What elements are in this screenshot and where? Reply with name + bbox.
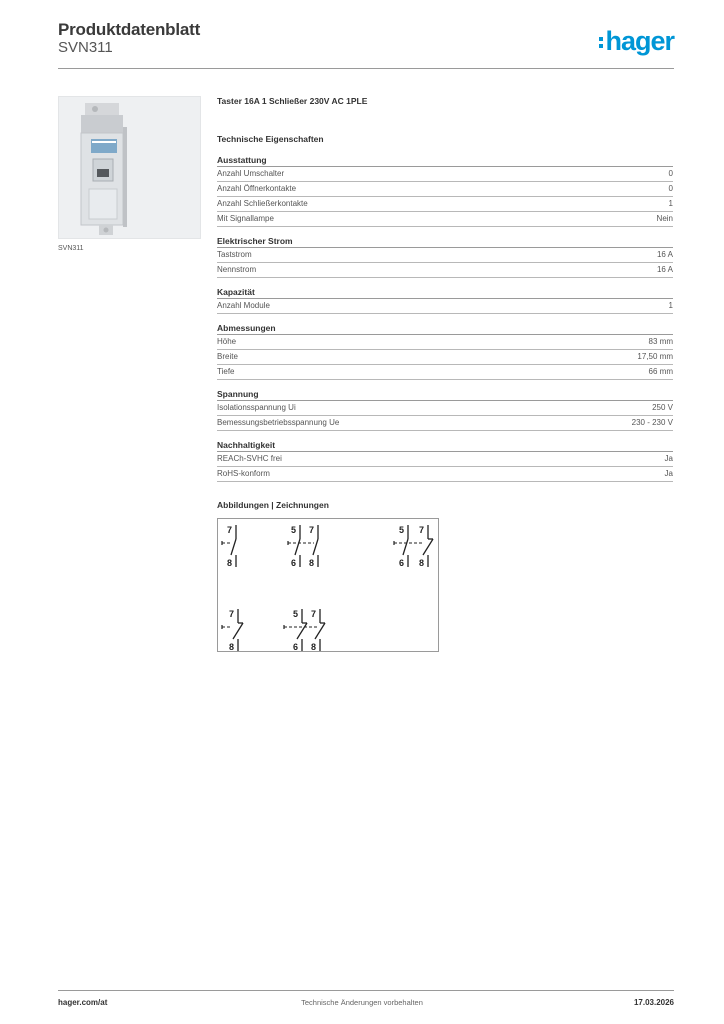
terminal-label: 6 <box>291 558 297 568</box>
logo-text: hager <box>605 25 674 56</box>
property-label: Breite <box>217 352 238 361</box>
property-label: Mit Signallampe <box>217 214 274 223</box>
product-image-caption: SVN311 <box>58 245 84 252</box>
wiring-diagram-svg <box>218 519 438 651</box>
group-title: Abmessungen <box>217 323 673 335</box>
wiring-diagrams <box>217 518 439 652</box>
product-image <box>58 96 201 239</box>
property-value: 1 <box>668 199 673 208</box>
property-value: 250 V <box>652 403 673 412</box>
property-row <box>217 263 673 278</box>
terminal-label: 5 <box>291 525 297 535</box>
terminal-label: 5 <box>293 609 299 619</box>
property-value: Ja <box>664 454 673 463</box>
property-row <box>217 335 673 350</box>
contact-line <box>295 539 300 555</box>
terminal-label: 8 <box>311 642 317 651</box>
property-row <box>217 299 673 314</box>
hager-logo <box>599 26 674 56</box>
property-value: 83 mm <box>648 337 673 346</box>
terminal-label: 8 <box>419 558 425 568</box>
group-title: Kapazität <box>217 287 673 299</box>
property-value: 16 A <box>656 250 673 259</box>
document-title: Produktdatenblatt <box>58 20 201 39</box>
terminal-label: 7 <box>309 525 315 535</box>
property-label: Bemessungsbetriebsspannung Ue <box>217 418 340 427</box>
property-value: Nein <box>656 214 673 223</box>
contact-line <box>315 623 325 639</box>
contact-line <box>231 539 236 555</box>
property-row <box>217 167 673 182</box>
property-value: 1 <box>668 301 673 310</box>
property-value: 17,50 mm <box>637 352 673 361</box>
footer-divider <box>58 990 674 991</box>
property-label: Isolationsspannung Ui <box>217 403 296 412</box>
group-title: Spannung <box>217 389 673 401</box>
contact-line <box>313 539 318 555</box>
property-row <box>217 365 673 380</box>
terminal-label: 7 <box>227 525 233 535</box>
footer-notice: Technische Änderungen vorbehalten <box>301 998 423 1007</box>
footer-website: hager.com/at <box>58 998 108 1007</box>
terminal-label: 7 <box>229 609 235 619</box>
property-label: Anzahl Öffnerkontakte <box>217 184 297 193</box>
property-row <box>217 401 673 416</box>
footer-date: 17.03.2026 <box>633 998 674 1007</box>
terminal-label: 8 <box>229 642 235 651</box>
property-value: 16 A <box>656 265 673 274</box>
property-label: Anzahl Schließerkontakte <box>217 199 308 208</box>
contact-line <box>403 539 408 555</box>
terminal-label: 8 <box>309 558 315 568</box>
terminal-label: 7 <box>419 525 425 535</box>
group-title: Nachhaltigkeit <box>217 440 673 452</box>
property-group <box>217 287 673 314</box>
property-group <box>217 155 673 227</box>
property-group <box>217 323 673 380</box>
property-row <box>217 350 673 365</box>
property-group <box>217 440 673 482</box>
property-label: Anzahl Module <box>217 301 270 310</box>
property-label: Höhe <box>217 337 237 346</box>
terminal-label: 5 <box>399 525 405 535</box>
property-row <box>217 197 673 212</box>
modular-device-icon <box>59 97 200 238</box>
page-header <box>58 20 674 70</box>
product-name: Taster 16A 1 Schließer 230V AC 1PLE <box>217 96 368 106</box>
document-subtitle: SVN311 <box>58 39 113 56</box>
header-divider <box>58 68 674 69</box>
property-row <box>217 416 673 431</box>
property-value: 66 mm <box>648 367 673 376</box>
property-group <box>217 236 673 278</box>
property-label: Nennstrom <box>217 265 257 274</box>
group-title: Elektrischer Strom <box>217 236 673 248</box>
property-row <box>217 467 673 482</box>
terminal-label: 6 <box>399 558 405 568</box>
logo-dots-icon <box>599 37 603 48</box>
contact-line <box>423 539 433 555</box>
property-row <box>217 452 673 467</box>
property-label: REACh-SVHC frei <box>217 454 282 463</box>
properties-groups <box>217 155 673 482</box>
property-label: Taststrom <box>217 250 252 259</box>
property-row <box>217 212 673 227</box>
terminal-label: 8 <box>227 558 233 568</box>
property-value: Ja <box>664 469 673 478</box>
contact-line <box>297 623 307 639</box>
property-row <box>217 248 673 263</box>
property-value: 230 - 230 V <box>631 418 673 427</box>
terminal-label: 7 <box>311 609 317 619</box>
terminal-label: 6 <box>293 642 299 651</box>
technical-heading: Technische Eigenschaften <box>217 134 324 144</box>
property-value: 0 <box>668 184 673 193</box>
product-details <box>217 96 673 652</box>
property-label: Anzahl Umschalter <box>217 169 285 178</box>
property-group <box>217 389 673 431</box>
contact-line <box>233 623 243 639</box>
property-row <box>217 182 673 197</box>
group-title: Ausstattung <box>217 155 673 167</box>
drawings-heading: Abbildungen | Zeichnungen <box>217 500 329 510</box>
property-value: 0 <box>668 169 673 178</box>
property-label: RoHS-konform <box>217 469 270 478</box>
property-label: Tiefe <box>217 367 235 376</box>
